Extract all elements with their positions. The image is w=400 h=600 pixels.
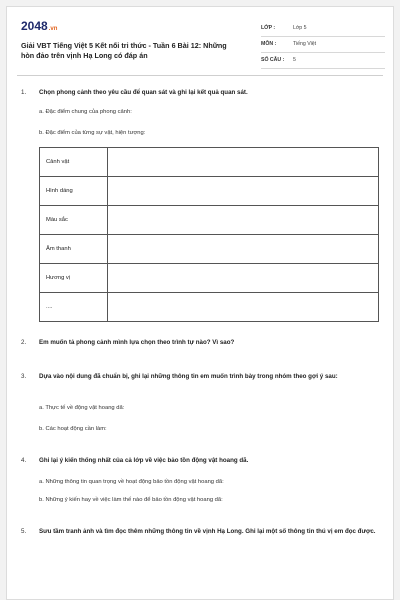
table-row [40,148,379,177]
question-number: 1. [21,89,27,96]
meta-key: MÔN : [261,41,277,47]
table-cell-answer[interactable] [108,293,379,322]
table-cell-label: .... [40,293,108,322]
table-cell-label: Hình dáng [40,177,108,206]
meta-key: LỚP : [261,25,276,31]
table-cell-label: Hương vị [40,264,108,293]
question-number: 4. [21,457,27,464]
table-row [40,206,379,235]
question-3-sub-b: b. Các hoạt động cần làm: [39,426,107,432]
question-text: Ghi lại ý kiến thống nhất của cả lớp về việc bảo tồn động vật hoang dã. [39,457,249,464]
meta-row-subject [261,37,385,53]
question-text: Em muốn tả phong cảnh mình lựa chọn theo trình tự nào? Vì sao? [39,339,235,346]
meta-value: Tiếng Việt [293,41,317,47]
question-text: Chọn phong cảnh theo yêu cầu để quan sát và ghi lại kết quả quan sát. [39,89,248,96]
question-3-sub-a: a. Thực tế về động vật hoang dã: [39,405,125,411]
question-number: 2. [21,339,27,346]
meta-row-class [261,21,385,37]
meta-value: 5 [293,57,296,63]
table-cell-answer[interactable] [108,177,379,206]
table-cell-label: Màu sắc [40,206,108,235]
table-cell-label: Âm thanh [40,235,108,264]
page-header [21,17,385,69]
meta-info [261,21,385,69]
table-row [40,235,379,264]
table-row [40,293,379,322]
header-divider [17,75,383,76]
table-row [40,264,379,293]
table-cell-label: Cảnh vật [40,148,108,177]
table-cell-answer[interactable] [108,148,379,177]
question-number: 5. [21,528,27,535]
meta-key: SỐ CÂU : [261,57,285,63]
question-text: Sưu tầm tranh ảnh và tìm đọc thêm những thông tin về vịnh Hạ Long. Ghi lại một số thông tin thú vị em đọc được. [39,528,376,535]
question-1-sub-a: a. Đặc điểm chung của phong cảnh: [39,109,132,115]
question-4-sub-b: b. Những ý kiến hay về việc làm thế nào để bảo tồn động vật hoang dã: [39,497,223,503]
table-cell-answer[interactable] [108,235,379,264]
table-cell-answer[interactable] [108,206,379,235]
meta-row-count [261,53,385,69]
question-text: Dựa vào nội dung đã chuẩn bị, ghi lại những thông tin em muốn trình bày trong nhóm theo gợi ý sau: [39,373,338,380]
question-number: 3. [21,373,27,380]
question-4-sub-a: a. Những thông tin quan trọng về hoạt động bảo tồn động vật hoang dã: [39,479,224,485]
table-cell-answer[interactable] [108,264,379,293]
question-1-sub-b: b. Đặc điểm của từng sự vật, hiện tượng: [39,130,146,136]
meta-value: Lớp 5 [293,25,307,31]
worksheet-page [6,6,394,600]
table-row [40,177,379,206]
site-logo[interactable]: 2048.vn [21,19,58,33]
observation-table [39,147,379,322]
document-title: Giải VBT Tiếng Việt 5 Kết nối tri thức - Tuần 6 Bài 12: Những hòn đảo trên vịnh Hạ Long có đáp án [21,41,227,60]
